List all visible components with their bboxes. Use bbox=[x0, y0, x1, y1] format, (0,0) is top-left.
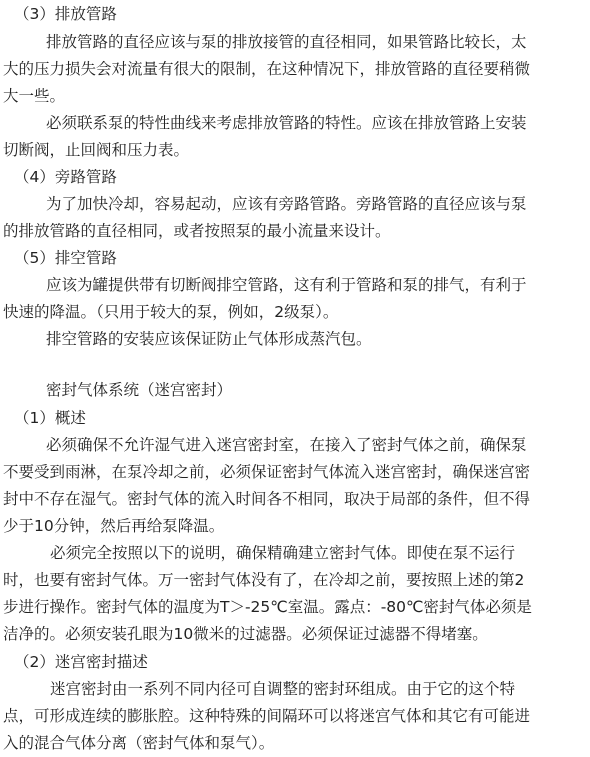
paragraph-line: 迷宫密封由一系列不同内径可自调整的密封环组成。由于它的这个特 bbox=[50, 680, 516, 698]
paragraph-line: 必须确保不允许湿气进入迷宫密封室，在接入了密封气体之前，确保泵 bbox=[46, 436, 527, 454]
paragraph-line: 封中不存在湿气。密封气体的流入时间各不相同，取决于局部的条件，但不得 bbox=[3, 490, 531, 508]
heading-bypass-piping: （4）旁路管路 bbox=[14, 168, 117, 186]
paragraph-line: 必须完全按照以下的说明，确保精确建立密封气体。即使在泵不运行 bbox=[50, 544, 516, 562]
paragraph-line: 少于10分钟，然后再给泵降温。 bbox=[3, 517, 225, 535]
paragraph-line: 排空管路的安装应该保证防止气体形成蒸汽包。 bbox=[46, 330, 372, 348]
paragraph-line: 切断阀，止回阀和压力表。 bbox=[3, 141, 190, 159]
paragraph-line: 大一些。 bbox=[3, 87, 66, 105]
paragraph-line: 快速的降温。（只用于较大的泵，例如，2级泵）。 bbox=[3, 303, 339, 321]
heading-vent-piping: （5）排空管路 bbox=[14, 249, 117, 267]
paragraph-line: 时，也要有密封气体。万一密封气体没有了，在冷却之前，要按照上述的第2 bbox=[3, 571, 525, 589]
paragraph-line: 入的混合气体分离（密封气体和泵气）。 bbox=[3, 734, 275, 752]
heading-overview: （1）概述 bbox=[14, 409, 86, 427]
paragraph-line: 应该为罐提供带有切断阀排空管路，这有利于管路和泵的排气，有利于 bbox=[46, 276, 527, 294]
paragraph-line: 必须联系泵的特性曲线来考虑排放管路的特性。应该在排放管路上安装 bbox=[46, 114, 527, 132]
paragraph-line: 洁净的。必须安装孔眼为10微米的过滤器。必须保证过滤器不得堵塞。 bbox=[3, 625, 488, 643]
paragraph-line: 步进行操作。密封气体的温度为T＞-25℃室温。露点：-80℃密封气体必须是 bbox=[3, 598, 532, 616]
paragraph-line: 的排放管路的直径相同，或者按照泵的最小流量来设计。 bbox=[3, 222, 391, 240]
paragraph-line: 大的压力损失会对流量有很大的限制，在这种情况下，排放管路的直径要稍微 bbox=[3, 60, 531, 78]
paragraph-line: 点，可形成连续的膨胀腔。这种特殊的间隔环可以将迷宫气体和其它有可能进 bbox=[3, 707, 531, 725]
heading-labyrinth-seal-description: （2）迷宫密封描述 bbox=[14, 653, 148, 671]
paragraph-line: 为了加快冷却，容易起动，应该有旁路管路。旁路管路的直径应该与泵 bbox=[46, 195, 527, 213]
paragraph-line: 不要受到雨淋，在泵冷却之前，必须保证密封气体流入迷宫密封，确保迷宫密 bbox=[3, 463, 531, 481]
heading-discharge-piping: （3）排放管路 bbox=[14, 5, 117, 23]
paragraph-line: 排放管路的直径应该与泵的排放接管的直径相同，如果管路比较长，太 bbox=[46, 33, 527, 51]
section-title-seal-gas-system: 密封气体系统（迷宫密封） bbox=[46, 381, 233, 399]
